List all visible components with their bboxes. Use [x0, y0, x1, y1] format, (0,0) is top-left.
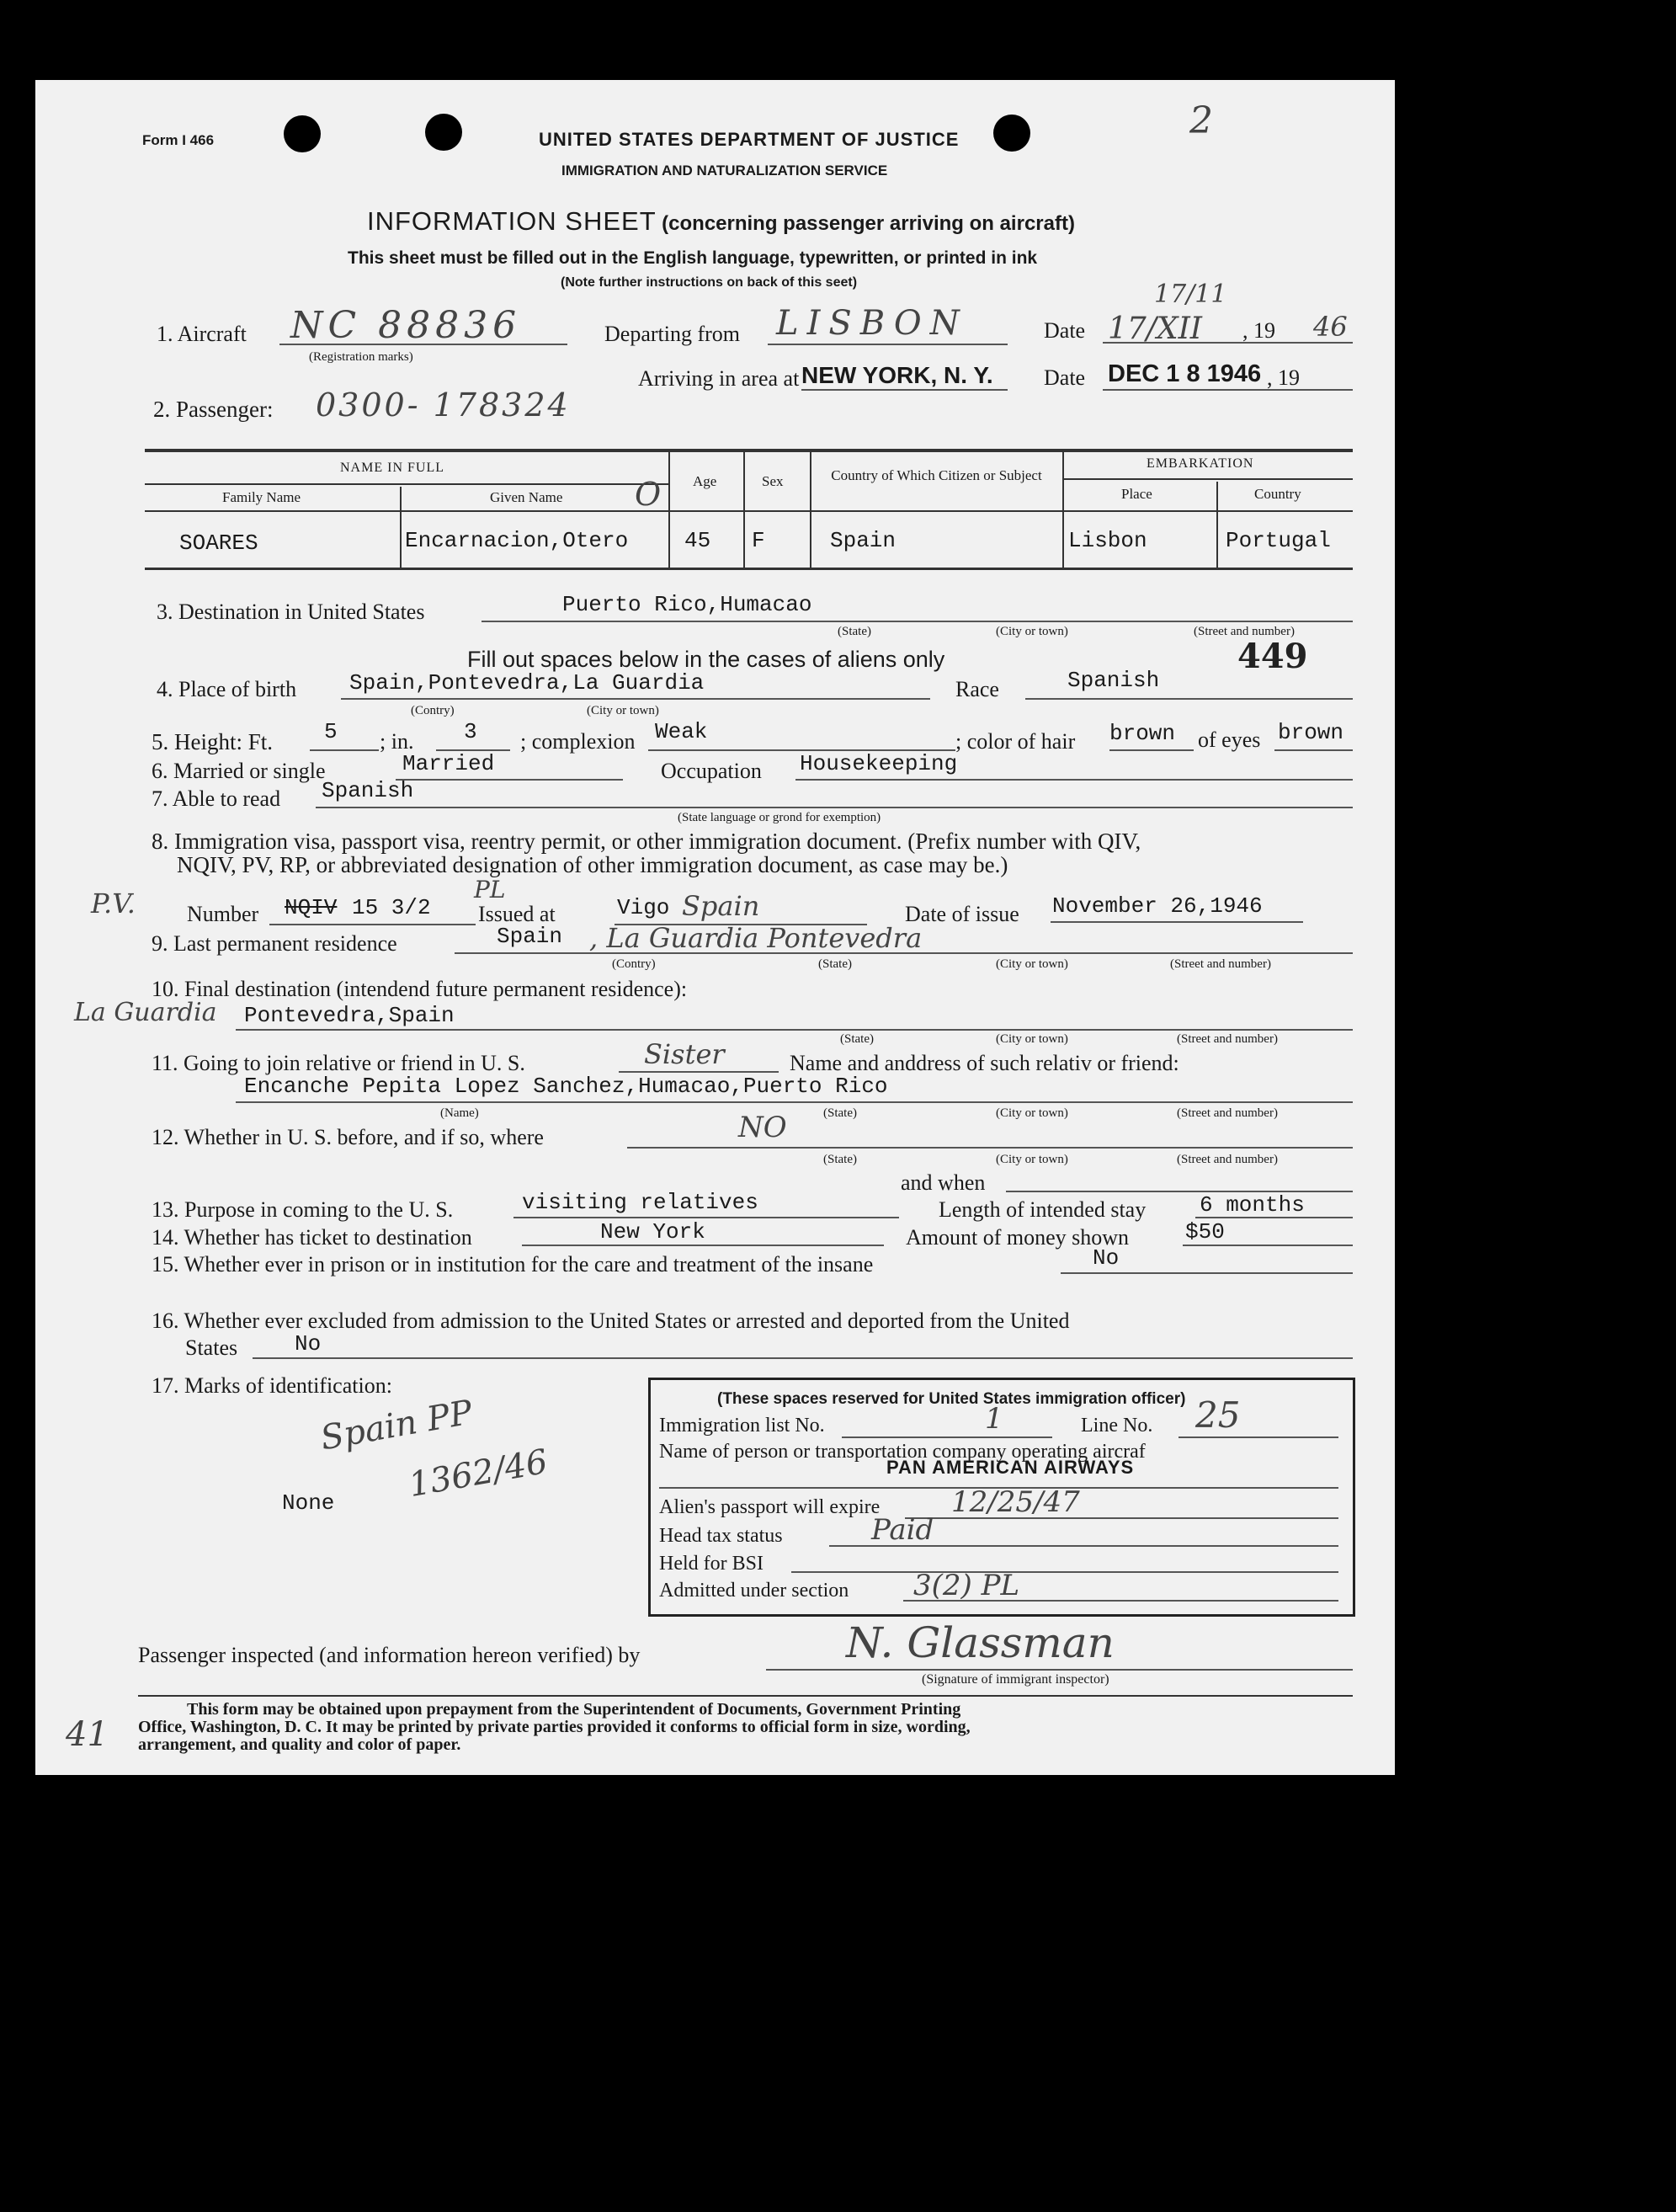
date2-year-prefix: , 19: [1267, 365, 1300, 390]
passenger-value: 0300- 178324: [316, 386, 571, 424]
aircraft-underline: [279, 344, 567, 345]
instructions-line-1: This sheet must be filled out in the English language, typewritten, or printed in ink: [348, 248, 1038, 268]
final-destination-label: 10. Final destination (intendend future permanent residence):: [152, 977, 688, 1001]
residence-value: Spain: [497, 924, 563, 949]
footer-rule: [138, 1695, 1353, 1697]
table-top-border: [145, 449, 1353, 452]
prison-underline: [1061, 1272, 1353, 1274]
table-divider-6: [1216, 482, 1218, 569]
given-name-header: Given Name: [490, 489, 563, 505]
date2-label: Date: [1044, 365, 1086, 390]
citizen-header-text: Country of Which Citizen or Subject: [831, 467, 1042, 483]
birth-underline: [341, 698, 930, 700]
number-struck: NQIV: [285, 895, 338, 920]
aliens-only-note: Fill out spaces below in the cases of aliens only: [467, 647, 945, 672]
destination-state-caption: (State): [838, 625, 871, 638]
table-divider-3: [743, 452, 745, 569]
eyes-underline: [1274, 749, 1353, 751]
service-name: IMMIGRATION AND NATURALIZATION SERVICE: [561, 163, 888, 179]
admitted-value: 3(2) PL: [913, 1569, 1020, 1602]
signature-caption: (Signature of immigrant inspector): [922, 1672, 1109, 1687]
height-ft-value: 5: [324, 719, 338, 744]
number-pl-mark: PL: [474, 876, 506, 903]
race-underline: [1025, 698, 1353, 700]
head-tax-underline: [829, 1545, 1338, 1547]
final-destination-underline: [236, 1029, 1353, 1031]
final-city-caption: (City or town): [996, 1032, 1068, 1046]
join-name-label: Name and anddress of such relativ or friend:: [790, 1051, 1179, 1075]
head-tax-label: Head tax status: [659, 1525, 783, 1547]
age-cell: 45: [684, 528, 711, 553]
residence-country-caption: (Contry): [612, 957, 656, 971]
before-value: NO: [738, 1111, 787, 1144]
name-subheader-line: [145, 483, 668, 485]
arriving-underline: [801, 389, 1008, 391]
form-number: Form I 466: [142, 132, 215, 148]
footer-note-1: This form may be obtained upon prepayment from the Superintendent of Documents, Government Printing: [187, 1700, 961, 1719]
money-underline: [1183, 1245, 1353, 1246]
visa-line-1: 8. Immigration visa, passport visa, reentry permit, or other immigration document. (Prefix number with QIV,: [152, 829, 1141, 854]
married-label: 6. Married or single: [152, 759, 326, 783]
and-when-label: and when: [901, 1170, 986, 1195]
residence-street-caption: (Street and number): [1170, 957, 1271, 971]
destination-value: Puerto Rico,Humacao: [562, 592, 812, 617]
date1-value: 17/XII: [1108, 312, 1203, 346]
given-name-cell: Encarnacion,Otero: [405, 528, 629, 553]
country-header: Country: [1254, 486, 1301, 502]
date1-underline: [1103, 342, 1353, 344]
line-underline: [1179, 1436, 1338, 1438]
marks-hand-1: Spain PP: [317, 1393, 476, 1458]
departing-value: LISBON: [776, 304, 968, 343]
residence-underline: [455, 952, 1353, 954]
ticket-label: 14. Whether has ticket to destination: [152, 1225, 472, 1250]
arriving-value: NEW YORK, N. Y.: [801, 362, 993, 388]
purpose-underline: [513, 1217, 899, 1218]
issued-value: Vigo: [617, 895, 670, 920]
birth-label: 4. Place of birth: [157, 677, 297, 701]
admitted-label: Admitted under section: [659, 1580, 849, 1602]
issued-hand: Spain: [682, 890, 760, 922]
edge-mark: 41: [66, 1715, 109, 1754]
punch-hole-center: [425, 114, 462, 151]
passenger-label: 2. Passenger:: [153, 397, 274, 422]
join-value-underline: [236, 1101, 1353, 1103]
bsi-underline: [791, 1571, 1338, 1573]
destination-city-caption: (City or town): [996, 625, 1068, 638]
read-value: Spanish: [322, 778, 414, 803]
place-header: Place: [1121, 486, 1152, 502]
join-street-caption: (Street and number): [1177, 1106, 1278, 1120]
final-destination-hand: La Guardia: [74, 998, 217, 1027]
passport-underline: [905, 1517, 1338, 1519]
final-destination-value: Pontevedra,Spain: [244, 1003, 455, 1028]
punch-hole-right: [993, 115, 1030, 152]
citizen-cell: Spain: [830, 528, 897, 553]
ticket-underline: [522, 1245, 884, 1246]
issue-date-underline: [1051, 921, 1303, 923]
before-street-caption: (Street and number): [1177, 1153, 1278, 1166]
residence-state-caption: (State): [818, 957, 852, 971]
join-hand: Sister: [644, 1038, 725, 1070]
eyes-value: brown: [1278, 720, 1344, 745]
marks-value: None: [282, 1490, 335, 1516]
occupation-label: Occupation: [661, 759, 762, 783]
footer-note-3: arrangement, and quality and color of paper.: [138, 1735, 461, 1754]
before-label: 12. Whether in U. S. before, and if so, where: [152, 1125, 544, 1149]
join-city-caption: (City or town): [996, 1106, 1068, 1120]
department-name: UNITED STATES DEPARTMENT OF JUSTICE: [539, 129, 960, 150]
before-city-caption: (City or town): [996, 1153, 1068, 1166]
residence-label: 9. Last permanent residence: [152, 931, 397, 956]
money-value: $50: [1185, 1219, 1225, 1245]
final-state-caption: (State): [840, 1032, 874, 1046]
occupation-underline: [795, 779, 1353, 781]
excluded-underline: [253, 1357, 1353, 1359]
line-number-label: Line No.: [1081, 1415, 1153, 1436]
marks-hand-2: 1362/46: [406, 1442, 551, 1506]
residence-city-caption: (City or town): [996, 957, 1068, 971]
bsi-label: Held for BSI: [659, 1553, 764, 1575]
admitted-underline: [903, 1600, 1338, 1602]
excluded-label-1: 16. Whether ever excluded from admission to the United States or arrested and deported from the United: [152, 1309, 1070, 1333]
married-value: Married: [402, 751, 495, 776]
hair-label: ; color of hair: [955, 729, 1076, 754]
registration-caption: (Registration marks): [309, 350, 413, 364]
passport-expire-value: 12/25/47: [951, 1485, 1080, 1519]
before-state-caption: (State): [823, 1153, 857, 1166]
sex-header: Sex: [762, 473, 784, 489]
occupation-value: Housekeeping: [800, 751, 958, 776]
height-ft-underline: [310, 749, 379, 751]
join-state-caption: (State): [823, 1106, 857, 1120]
join-label: 11. Going to join relative or friend in U. S.: [152, 1051, 525, 1075]
signature-underline: [766, 1669, 1353, 1671]
company-value: PAN AMERICAN AIRWAYS: [886, 1457, 1135, 1478]
sex-cell: F: [752, 528, 765, 553]
page-title: [367, 208, 1075, 234]
stay-underline: [1195, 1217, 1353, 1218]
eyes-label: of eyes: [1198, 728, 1261, 752]
date1-year: 46: [1313, 311, 1348, 343]
date2-value: DEC 1 8 1946: [1108, 360, 1262, 387]
complexion-value: Weak: [655, 719, 708, 744]
title-suffix: (concerning passenger arriving on aircraft): [662, 212, 1075, 235]
head-tax-value: Paid: [871, 1513, 934, 1547]
ticket-value: New York: [600, 1219, 705, 1245]
join-underline: [619, 1071, 779, 1073]
prison-value: No: [1093, 1245, 1120, 1271]
company-label: Name of person or transportation company operating aircraf: [659, 1441, 1146, 1463]
stay-value: 6 months: [1200, 1192, 1305, 1218]
marks-label: 17. Marks of identification:: [152, 1373, 392, 1398]
citizen-header: [829, 468, 1044, 484]
embark-place-cell: Lisbon: [1068, 528, 1147, 553]
height-in-value: 3: [464, 719, 477, 744]
title-main: INFORMATION SHEET: [367, 206, 657, 236]
number-value: 15 3/2: [352, 895, 431, 920]
birth-city-caption: (City or town): [587, 704, 659, 717]
hair-underline: [1109, 749, 1194, 751]
hair-value: brown: [1109, 721, 1176, 746]
destination-underline: [482, 621, 1353, 622]
date1-label: Date: [1044, 318, 1086, 343]
married-underline: [396, 779, 623, 781]
height-label: 5. Height: Ft.: [152, 729, 274, 754]
table-divider-1: [400, 487, 402, 569]
read-caption: (State language or grond for exemption): [678, 811, 881, 824]
pv-mark: P.V.: [91, 887, 136, 919]
read-underline: [316, 807, 1353, 808]
date2-underline: [1103, 389, 1353, 391]
purpose-value: visiting relatives: [522, 1190, 758, 1215]
embark-country-cell: Portugal: [1226, 528, 1331, 553]
destination-label: 3. Destination in United States: [157, 600, 425, 624]
inspector-signature: N. Glassman: [846, 1618, 1115, 1667]
arriving-label: Arriving in area at: [638, 366, 800, 391]
destination-street-caption: (Street and number): [1194, 625, 1295, 638]
official-box-heading: (These spaces reserved for United States immigration officer): [717, 1390, 1186, 1408]
name-in-full-header: NAME IN FULL: [340, 461, 444, 475]
table-divider-5: [1062, 452, 1064, 569]
race-label: Race: [955, 677, 999, 701]
given-name-mark: O: [635, 476, 662, 513]
instructions-line-2: (Note further instructions on back of this seet): [561, 275, 858, 290]
birth-value: Spain,Pontevedra,La Guardia: [349, 670, 705, 696]
date1-annotation: 17/11: [1154, 280, 1227, 309]
passport-expire-label: Alien's passport will expire: [659, 1496, 881, 1518]
race-value: Spanish: [1067, 668, 1160, 693]
date1-year-prefix: , 19: [1242, 318, 1275, 343]
join-value: Encanche Pepita Lopez Sanchez,Humacao,Puerto Rico: [244, 1074, 888, 1099]
footer-note-2: Office, Washington, D. C. It may be printed by private parties provided it conforms to official form in size, wording,: [138, 1718, 971, 1736]
embark-subheader-line: [1062, 478, 1353, 480]
immigration-list-value: 1: [985, 1402, 1003, 1436]
aircraft-label: 1. Aircraft: [157, 322, 247, 346]
number-underline: [269, 924, 476, 925]
table-bottom-border: [145, 568, 1353, 570]
family-name-header: Family Name: [222, 489, 301, 505]
visa-line-2: NQIV, PV, RP, or abbreviated designation of other immigration document, as case may be.): [177, 852, 1008, 877]
punch-hole-left: [284, 115, 321, 152]
aircraft-value: NC 88836: [290, 304, 522, 347]
inspected-label: Passenger inspected (and information hereon verified) by: [138, 1643, 641, 1667]
list-underline: [842, 1436, 1052, 1438]
immigration-list-label: Immigration list No.: [659, 1415, 825, 1436]
join-name-caption: (Name): [440, 1106, 479, 1120]
departing-label: Departing from: [604, 322, 741, 346]
issued-label: Issued at: [478, 902, 556, 926]
table-divider-4: [810, 452, 811, 569]
departing-underline: [768, 344, 1008, 345]
table-divider-2: [668, 452, 670, 569]
table-header-bottom-line: [145, 510, 1353, 512]
family-name-cell: SOARES: [179, 530, 258, 556]
stay-label: Length of intended stay: [939, 1197, 1147, 1222]
handwritten-449: 449: [1237, 637, 1308, 676]
prison-label: 15. Whether ever in prison or in institution for the care and treatment of the insane: [152, 1252, 874, 1277]
before-underline: [627, 1147, 1353, 1149]
money-label: Amount of money shown: [906, 1225, 1130, 1250]
embarkation-header: EMBARKATION: [1147, 456, 1254, 471]
line-number-value: 25: [1195, 1394, 1241, 1436]
number-label: Number: [187, 902, 259, 926]
read-label: 7. Able to read: [152, 786, 281, 811]
excluded-value: No: [295, 1331, 322, 1357]
age-header: Age: [693, 473, 717, 489]
issue-date-value: November 26,1946: [1052, 893, 1263, 919]
final-street-caption: (Street and number): [1177, 1032, 1278, 1046]
residence-hand: , La Guardia Pontevedra: [589, 922, 923, 954]
excluded-label-2: States: [185, 1335, 238, 1360]
purpose-label: 13. Purpose in coming to the U. S.: [152, 1197, 454, 1222]
height-in-label: ; in.: [380, 729, 414, 754]
issue-date-label: Date of issue: [905, 902, 1019, 926]
complexion-label: ; complexion: [520, 729, 636, 754]
corner-mark: 2: [1189, 99, 1213, 142]
birth-country-caption: (Contry): [411, 704, 455, 717]
